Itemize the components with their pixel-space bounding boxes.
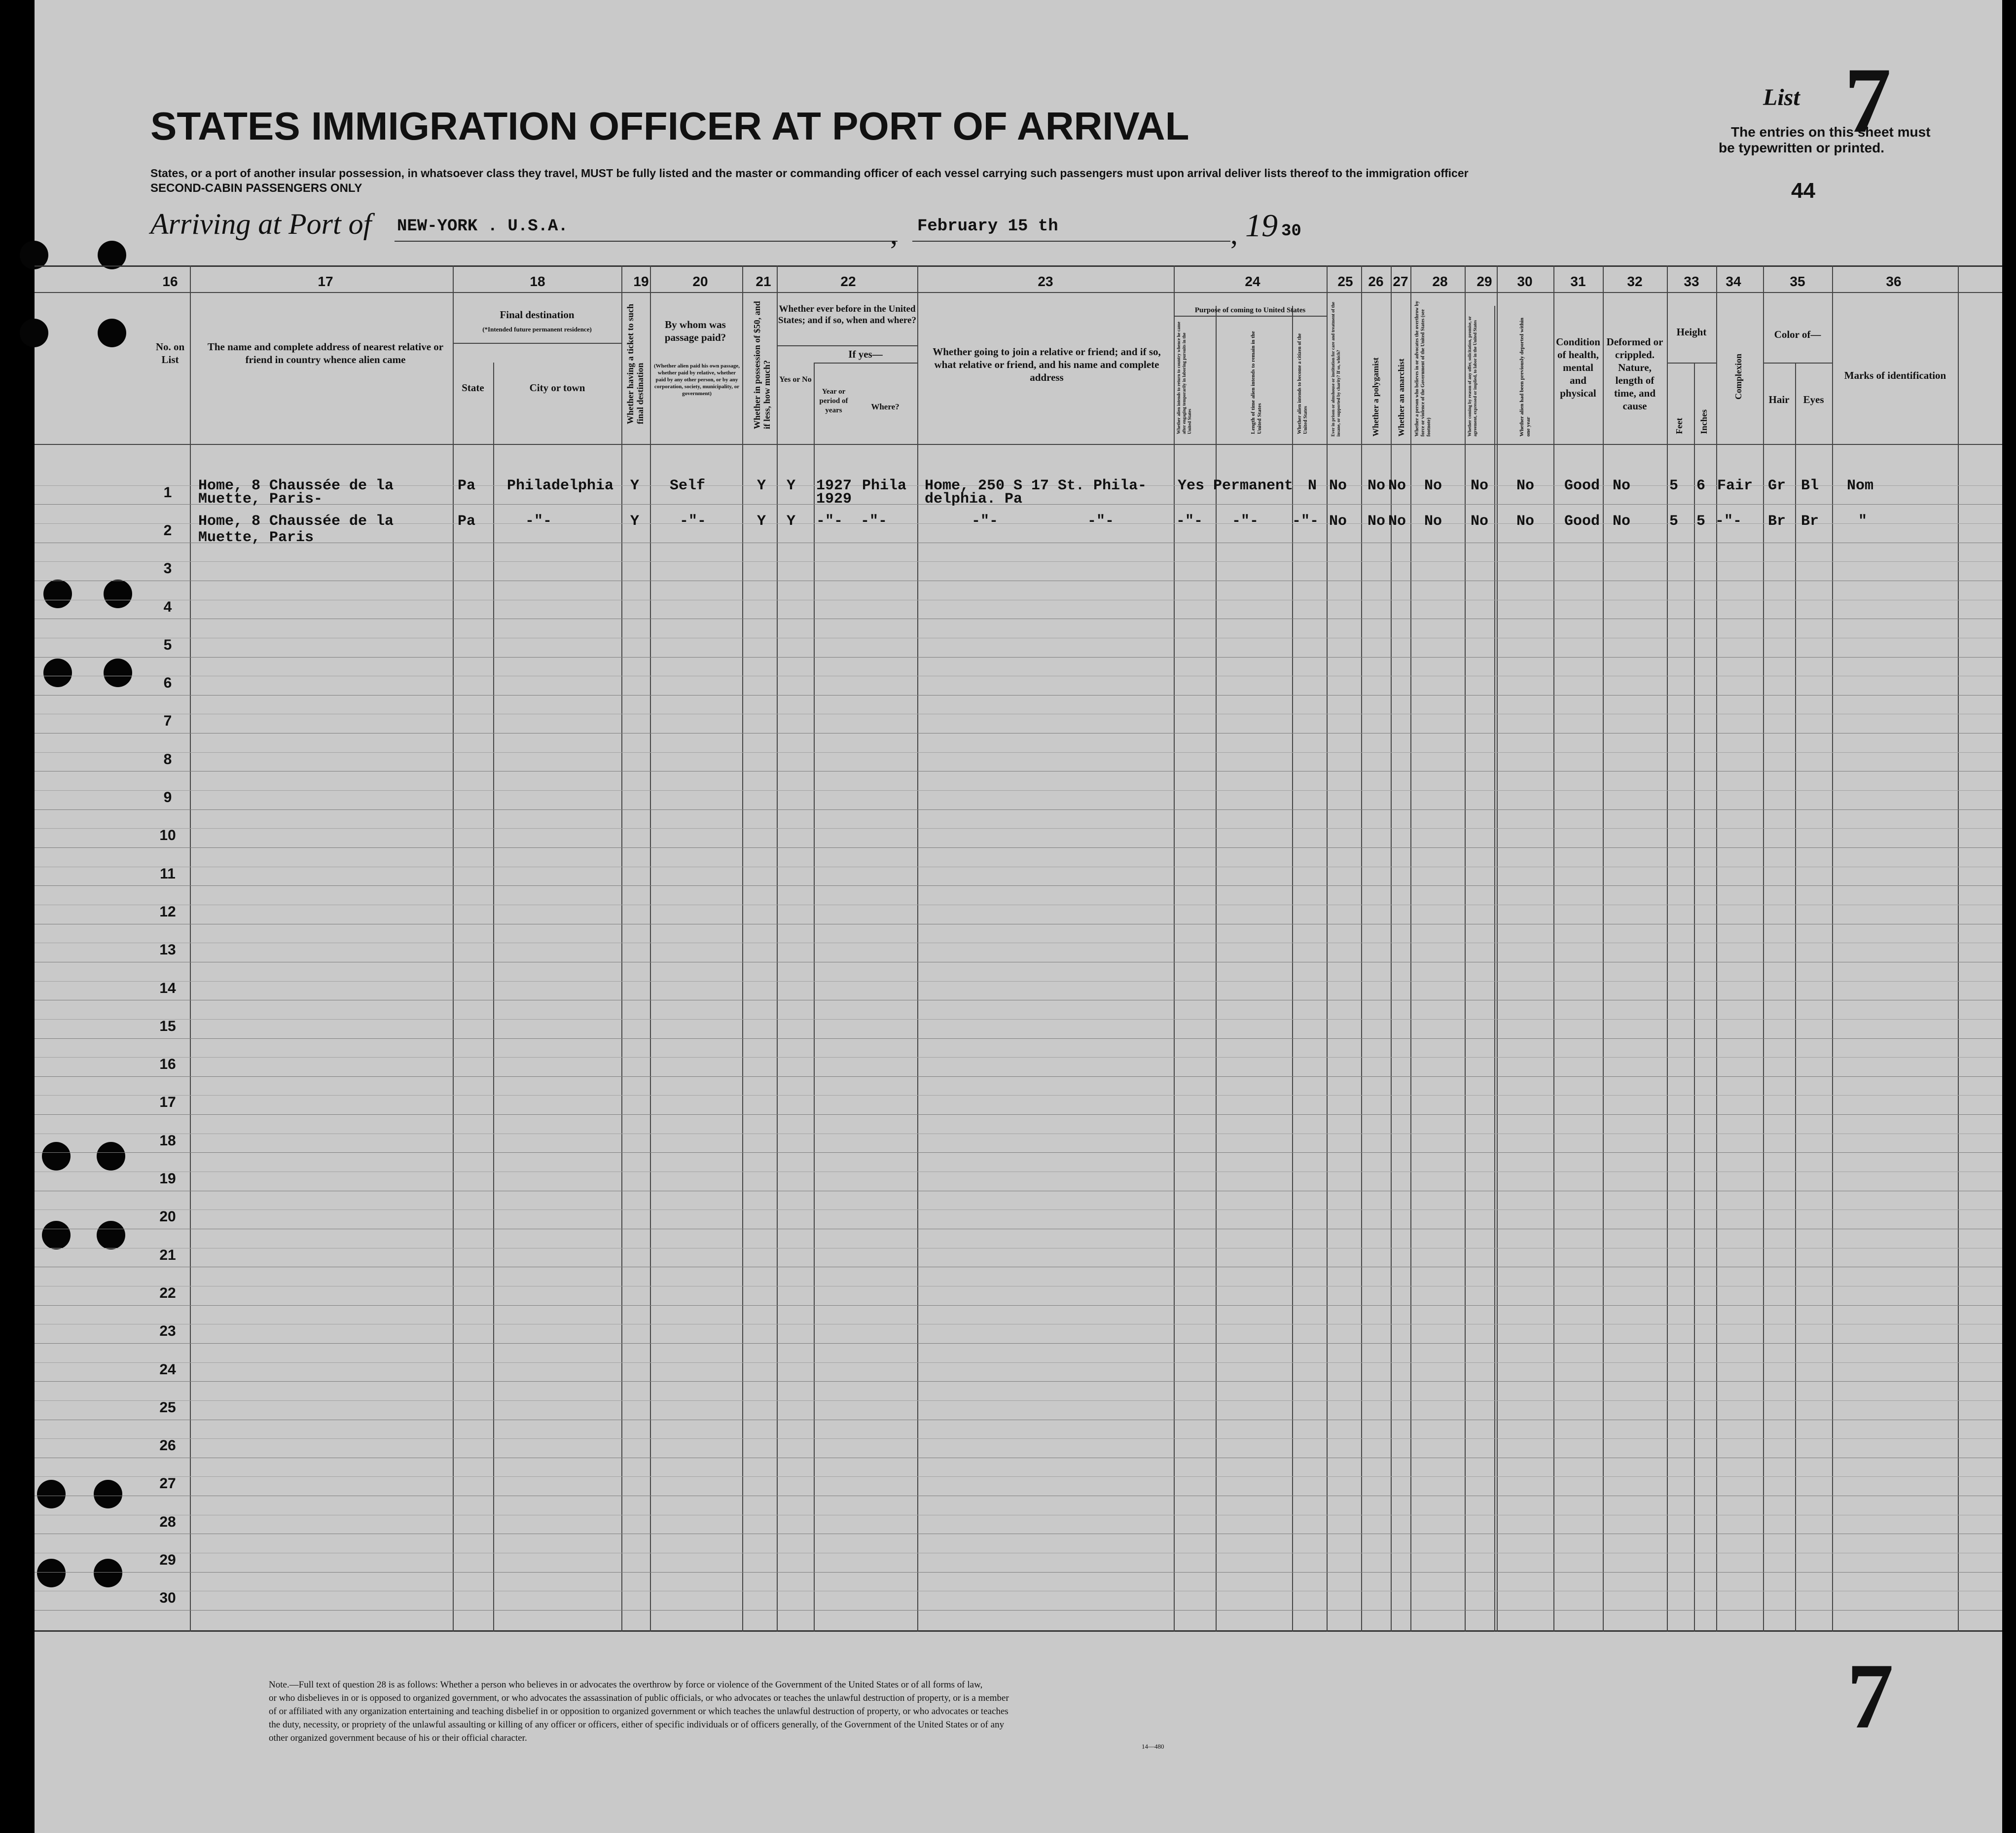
row-mid-rule bbox=[35, 790, 2002, 791]
row1-prison: No bbox=[1329, 477, 1347, 494]
heading-if-yes: If yes— bbox=[848, 348, 883, 360]
row1-eyes: Bl bbox=[1801, 477, 1819, 494]
footnote-line: the duty, necessity, or propriety of the unlawful assaulting or killing of any officer or officers, either of specific individuals or of officers generally, of the Government of the United States or of any bbox=[269, 1720, 1005, 1730]
punch-hole bbox=[42, 1221, 71, 1249]
heading-final-destination: Final destination bbox=[500, 309, 575, 321]
heading-paid-by-note: (Whether alien paid his own passage, whether paid by relative, whether paid by any other person, or by any corporation, society, municipality, or government) bbox=[654, 363, 740, 397]
heading-eyes: Eyes bbox=[1803, 394, 1824, 405]
col-line bbox=[1497, 265, 1498, 1632]
col-number: 36 bbox=[1886, 274, 1902, 289]
row1-citizen: N bbox=[1308, 477, 1317, 494]
row-rule bbox=[35, 1152, 2002, 1153]
row-mid-rule bbox=[35, 1438, 2002, 1439]
row2-feet: 5 bbox=[1669, 513, 1679, 530]
row-number: 6 bbox=[163, 675, 172, 692]
row2-state: Pa bbox=[458, 513, 476, 530]
sub-rule bbox=[777, 345, 917, 346]
col-line bbox=[1716, 265, 1717, 1632]
punch-hole bbox=[43, 580, 72, 608]
row2-address: Home, 8 Chaussée de la bbox=[198, 513, 394, 530]
footnote-line: or who disbelieves in or is opposed to organized government, or who advocates the assassination of public officials, or who advocates or teaches the unlawful destruction of property, or is a member bbox=[269, 1693, 1009, 1703]
row2-years: -"- bbox=[816, 513, 843, 530]
row1-before: Y bbox=[787, 477, 796, 494]
col-number: 35 bbox=[1790, 274, 1805, 289]
row-number: 20 bbox=[159, 1209, 176, 1225]
row2-address-2: Muette, Paris bbox=[198, 529, 314, 546]
arrival-date: February 15 th bbox=[917, 217, 1058, 236]
year-suffix: 30 bbox=[1281, 222, 1301, 241]
col-line bbox=[1174, 265, 1175, 1632]
heading-destination-note: (*Intended future permanent residence) bbox=[482, 326, 592, 333]
col-line bbox=[1832, 265, 1833, 1632]
row-number: 9 bbox=[163, 789, 172, 806]
punch-hole bbox=[97, 1221, 125, 1249]
row1-marks: Nom bbox=[1847, 477, 1874, 494]
typewritten-note: The entries on this sheet must bbox=[1731, 124, 1931, 140]
row-rule bbox=[35, 1381, 2002, 1382]
row-number: 4 bbox=[163, 598, 172, 615]
row1-deformed: No bbox=[1613, 477, 1631, 494]
col-line bbox=[1603, 265, 1604, 1632]
row1-complexion: Fair bbox=[1717, 477, 1753, 494]
heading-ticket: Whether having a ticket to such final destination bbox=[625, 303, 645, 424]
col-line bbox=[1763, 265, 1764, 1632]
row1-q28: No bbox=[1424, 477, 1442, 494]
row-rule bbox=[35, 1305, 2002, 1306]
row1-polygamist: No bbox=[1368, 477, 1386, 494]
heading-feet: Feet bbox=[1674, 418, 1684, 434]
col-line bbox=[742, 265, 743, 1632]
heading-money: Whether in possession of $50, and if less, how much? bbox=[752, 301, 772, 429]
row-rule bbox=[35, 1610, 2002, 1611]
punch-hole bbox=[97, 1142, 125, 1171]
form-number: 14—480 bbox=[1142, 1743, 1164, 1750]
row-mid-rule bbox=[35, 561, 2002, 562]
typewritten-note-2: be typewritten or printed. bbox=[1719, 140, 1885, 155]
heading-color: Color of— bbox=[1774, 329, 1821, 340]
row2-complexion: -"- bbox=[1715, 513, 1742, 530]
table-top-rule bbox=[35, 265, 2002, 267]
table-rule bbox=[35, 292, 2002, 293]
row2-polygamist: No bbox=[1368, 513, 1386, 530]
sub-rule bbox=[1667, 363, 1716, 364]
row1-length: Permanent bbox=[1213, 477, 1294, 494]
row-number: 23 bbox=[159, 1323, 176, 1340]
punch-hole bbox=[104, 580, 132, 608]
sub-rule bbox=[1763, 363, 1832, 364]
row2-citizen: -"- bbox=[1292, 513, 1319, 530]
col-line bbox=[1795, 363, 1796, 1632]
row1-address: Home, 8 Chaussée de la bbox=[198, 477, 394, 494]
row-number: 30 bbox=[159, 1590, 176, 1607]
row2-join-2: -"- bbox=[1087, 513, 1115, 530]
corner-number: 7 bbox=[1847, 1645, 1894, 1748]
row2-before: Y bbox=[787, 513, 796, 530]
footnote-line: of or affiliated with any organization entertaining and teaching disbelief in or opposition to organized government or which teaches the unlawful destruction of property, or who advocates or teaches bbox=[269, 1706, 1008, 1717]
row2-join: -"- bbox=[972, 513, 999, 530]
col-line bbox=[1361, 265, 1362, 1632]
col-number: 32 bbox=[1627, 274, 1643, 289]
row1-years-2: 1929 bbox=[816, 491, 852, 508]
heading-polygamist: Whether a polygamist bbox=[1371, 357, 1380, 437]
row2-money: Y bbox=[757, 513, 766, 530]
row-rule bbox=[35, 695, 2002, 696]
row2-labor: No bbox=[1471, 513, 1489, 530]
heading-length-of-stay: Length of time alien intends to remain in the United States bbox=[1250, 331, 1262, 434]
row2-q28: No bbox=[1424, 513, 1442, 530]
row-mid-rule bbox=[35, 1400, 2002, 1401]
col-number: 16 bbox=[162, 274, 178, 289]
row-rule bbox=[35, 1114, 2002, 1115]
row1-paid-by: Self bbox=[670, 477, 706, 494]
col-number: 23 bbox=[1038, 274, 1053, 289]
row1-hair: Gr bbox=[1768, 477, 1786, 494]
heading-citizen: Whether alien intends to become a citizen of the United States bbox=[1297, 333, 1308, 434]
row-number: 7 bbox=[163, 713, 172, 730]
col-number: 19 bbox=[633, 274, 649, 289]
heading-deformed: Deformed or crippled. Nature, length of time, and cause bbox=[1606, 336, 1663, 412]
punch-hole bbox=[94, 1480, 122, 1508]
row-rule bbox=[35, 1038, 2002, 1039]
punch-hole bbox=[42, 1142, 71, 1171]
col-number: 21 bbox=[756, 274, 771, 289]
year-prefix: 19 bbox=[1245, 208, 1278, 244]
row-number: 18 bbox=[159, 1132, 176, 1149]
col-line bbox=[814, 363, 815, 1632]
row1-join: Home, 250 S 17 St. Phila- bbox=[925, 477, 1147, 494]
row2-prison: No bbox=[1329, 513, 1347, 530]
heading-state: State bbox=[462, 382, 484, 394]
row2-length: -"- bbox=[1232, 513, 1259, 530]
row1-where: Phila bbox=[862, 477, 907, 494]
col-line bbox=[1694, 363, 1695, 1632]
row-rule bbox=[35, 1572, 2002, 1573]
row-number: 5 bbox=[163, 636, 172, 653]
footnote-line: other organized government because of his or their official character. bbox=[269, 1733, 527, 1743]
punch-hole bbox=[37, 1480, 66, 1508]
form-title: STATES IMMIGRATION OFFICER AT PORT OF ARRIVAL bbox=[150, 104, 1189, 148]
footnote-line: Note.—Full text of question 28 is as follows: Whether a person who believes in or advocates the overthrow by force or violence of the Government of the United States or of all forms of law, bbox=[269, 1680, 983, 1690]
row-mid-rule bbox=[35, 752, 2002, 753]
col-number: 31 bbox=[1570, 274, 1586, 289]
row-rule bbox=[35, 657, 2002, 658]
col-number: 20 bbox=[692, 274, 708, 289]
row1-city: Philadelphia bbox=[507, 477, 614, 494]
row2-marks: " bbox=[1858, 513, 1868, 530]
row1-address-2: Muette, Paris- bbox=[198, 491, 323, 508]
heading-before-in-us: Whether ever before in the United States; and if so, when and where? bbox=[778, 304, 916, 326]
punch-hole bbox=[37, 1559, 66, 1587]
heading-prison: Ever in prison or almshouse or institution for care and treatment of the insane, or supported by charity? If so, which? bbox=[1331, 302, 1341, 437]
heading-paid-by: By whom was passage paid? bbox=[664, 319, 726, 343]
row2-where: -"- bbox=[861, 513, 888, 530]
row1-state: Pa bbox=[458, 477, 476, 494]
row-mid-rule bbox=[35, 1019, 2002, 1020]
comma: , bbox=[1230, 218, 1238, 250]
heading-complexion: Complexion bbox=[1733, 353, 1743, 400]
heading-marks: Marks of identification bbox=[1844, 369, 1946, 381]
form-subtitle: States, or a port of another insular possession, in whatsoever class they travel, MUST be fully listed and the master or commanding officer of each vessel carrying such passengers must upon arrival deliver lists thereof to the immigration officer bbox=[150, 167, 1469, 180]
col-line bbox=[493, 363, 494, 1632]
heading-health: Condition of health, mental and physical bbox=[1556, 336, 1600, 399]
row2-return: -"- bbox=[1176, 513, 1203, 530]
row1-feet: 5 bbox=[1669, 477, 1679, 494]
row-number: 21 bbox=[159, 1246, 176, 1263]
row-number: 10 bbox=[159, 827, 176, 844]
table-rule bbox=[35, 444, 2002, 445]
row1-anarchist: No bbox=[1388, 477, 1406, 494]
row2-paid-by: -"- bbox=[680, 513, 707, 530]
punch-hole bbox=[104, 659, 132, 687]
row1-inches: 6 bbox=[1696, 477, 1706, 494]
port-underline bbox=[395, 241, 898, 242]
row-number: 12 bbox=[159, 903, 176, 920]
heading-purpose-return: Whether alien intends to return to country whence he came after engaging temporarily in laboring pursuits in the United States bbox=[1176, 322, 1192, 434]
row-rule bbox=[35, 1343, 2002, 1344]
row-mid-rule bbox=[35, 828, 2002, 829]
row-number: 8 bbox=[163, 751, 172, 768]
row1-ticket: Y bbox=[630, 477, 640, 494]
row-number: 25 bbox=[159, 1399, 176, 1416]
col-line bbox=[777, 265, 778, 1632]
heading-city: City or town bbox=[529, 382, 585, 394]
col-line bbox=[1553, 265, 1554, 1632]
row-number: 2 bbox=[163, 522, 172, 539]
row-number: 24 bbox=[159, 1361, 176, 1378]
heading-labor-contract: Whether coming by reason of any offer, solicitation, promise, or agreement, expressed or implied, to labor in the United States bbox=[1467, 316, 1477, 437]
row2-city: -"- bbox=[525, 513, 552, 530]
row2-health: Good bbox=[1564, 513, 1600, 530]
punch-hole bbox=[43, 659, 72, 687]
row-rule bbox=[35, 885, 2002, 886]
col-line bbox=[917, 265, 918, 1632]
col-number: 22 bbox=[840, 274, 856, 289]
row1-deported: No bbox=[1516, 477, 1535, 494]
row-number: 19 bbox=[159, 1171, 176, 1187]
row-number: 3 bbox=[163, 560, 172, 577]
row1-money: Y bbox=[757, 477, 766, 494]
row-number: 16 bbox=[159, 1056, 176, 1073]
row-number: 15 bbox=[159, 1018, 176, 1034]
row2-ticket: Y bbox=[630, 513, 640, 530]
col-line bbox=[1327, 265, 1328, 1632]
row2-eyes: Br bbox=[1801, 513, 1819, 530]
row-number: 1 bbox=[163, 484, 172, 501]
passenger-class: SECOND-CABIN PASSENGERS ONLY bbox=[150, 182, 362, 195]
port-name: NEW-YORK . U.S.A. bbox=[397, 217, 568, 236]
col-number: 17 bbox=[318, 274, 333, 289]
row1-labor: No bbox=[1471, 477, 1489, 494]
row2-inches: 5 bbox=[1696, 513, 1706, 530]
col-number: 30 bbox=[1517, 274, 1533, 289]
heading-join-relative: Whether going to join a relative or friend; and if so, what relative or friend, and his name and complete address bbox=[933, 346, 1161, 383]
col-number: 24 bbox=[1245, 274, 1260, 289]
col-number: 33 bbox=[1684, 274, 1699, 289]
col-number: 26 bbox=[1368, 274, 1384, 289]
row-number: 22 bbox=[159, 1284, 176, 1301]
heading-relative-address: The name and complete address of nearest relative or friend in country whence alien came bbox=[207, 341, 444, 366]
punch-hole bbox=[20, 319, 48, 347]
sub-rule bbox=[453, 343, 621, 344]
row-mid-rule bbox=[35, 1476, 2002, 1477]
row-number: 26 bbox=[159, 1437, 176, 1454]
comma: , bbox=[890, 218, 898, 250]
arriving-label: Arriving at Port of bbox=[150, 208, 372, 240]
punch-hole bbox=[94, 1559, 122, 1587]
row-number: 17 bbox=[159, 1094, 176, 1111]
row2-anarchist: No bbox=[1388, 513, 1406, 530]
heading-purpose: Purpose of coming to United States bbox=[1194, 306, 1306, 314]
col-number: 18 bbox=[530, 274, 545, 289]
col-line bbox=[1958, 265, 1959, 1632]
heading-question-28: Whether a person who believes in or advocates the overthrow by force or violence of the Government of the United States (see footnote) bbox=[1414, 301, 1432, 437]
col-number: 29 bbox=[1476, 274, 1492, 289]
row-rule bbox=[35, 1076, 2002, 1077]
row1-join-2: delphia. Pa bbox=[925, 491, 1023, 508]
col-line bbox=[1667, 265, 1668, 1632]
row1-return: Yes bbox=[1178, 477, 1205, 494]
col-number: 25 bbox=[1337, 274, 1353, 289]
col-line bbox=[1391, 265, 1392, 1632]
heading-anarchist: Whether an anarchist bbox=[1397, 358, 1406, 437]
row-mid-rule bbox=[35, 981, 2002, 982]
row-number: 28 bbox=[159, 1513, 176, 1530]
heading-no-on-list: No. on List bbox=[155, 341, 185, 366]
heading-where: Where? bbox=[871, 402, 900, 411]
col-line bbox=[621, 265, 622, 1632]
col-number: 27 bbox=[1393, 274, 1408, 289]
date-underline bbox=[912, 241, 1230, 242]
heading-inches: Inches bbox=[1699, 409, 1709, 434]
row-number: 14 bbox=[159, 980, 176, 996]
row-mid-rule bbox=[35, 1095, 2002, 1096]
row-number: 13 bbox=[159, 942, 176, 958]
row2-hair: Br bbox=[1768, 513, 1786, 530]
row-number: 29 bbox=[159, 1552, 176, 1569]
table-bottom-rule bbox=[35, 1630, 2002, 1632]
row2-deformed: No bbox=[1613, 513, 1631, 530]
col-line bbox=[453, 265, 454, 1632]
row2-deported: No bbox=[1516, 513, 1535, 530]
row-mid-rule bbox=[35, 1057, 2002, 1058]
row-mid-rule bbox=[35, 1362, 2002, 1363]
col-number: 28 bbox=[1432, 274, 1448, 289]
col-line bbox=[1465, 265, 1466, 1632]
col-line bbox=[190, 265, 191, 1632]
sub-rule bbox=[814, 363, 917, 364]
row-rule bbox=[35, 847, 2002, 848]
row-number: 11 bbox=[160, 865, 176, 882]
row-number: 27 bbox=[159, 1475, 176, 1492]
col-line bbox=[1410, 265, 1411, 1632]
heading-year: Year or period of years bbox=[819, 388, 848, 414]
col-line bbox=[650, 265, 651, 1632]
punch-hole bbox=[98, 319, 126, 347]
heading-height: Height bbox=[1676, 326, 1707, 338]
list-label: List bbox=[1763, 84, 1800, 110]
row1-years: 1927 bbox=[816, 477, 852, 494]
sheet-number: 44 bbox=[1791, 179, 1815, 203]
row-rule bbox=[35, 809, 2002, 810]
heading-deported: Whether alien had been previously deported within one year bbox=[1519, 317, 1531, 437]
list-number: 7 bbox=[1844, 49, 1891, 152]
heading-yes-no: Yes or No bbox=[779, 375, 812, 384]
heading-hair: Hair bbox=[1768, 394, 1790, 405]
col-number: 34 bbox=[1726, 274, 1741, 289]
row1-health: Good bbox=[1564, 477, 1600, 494]
